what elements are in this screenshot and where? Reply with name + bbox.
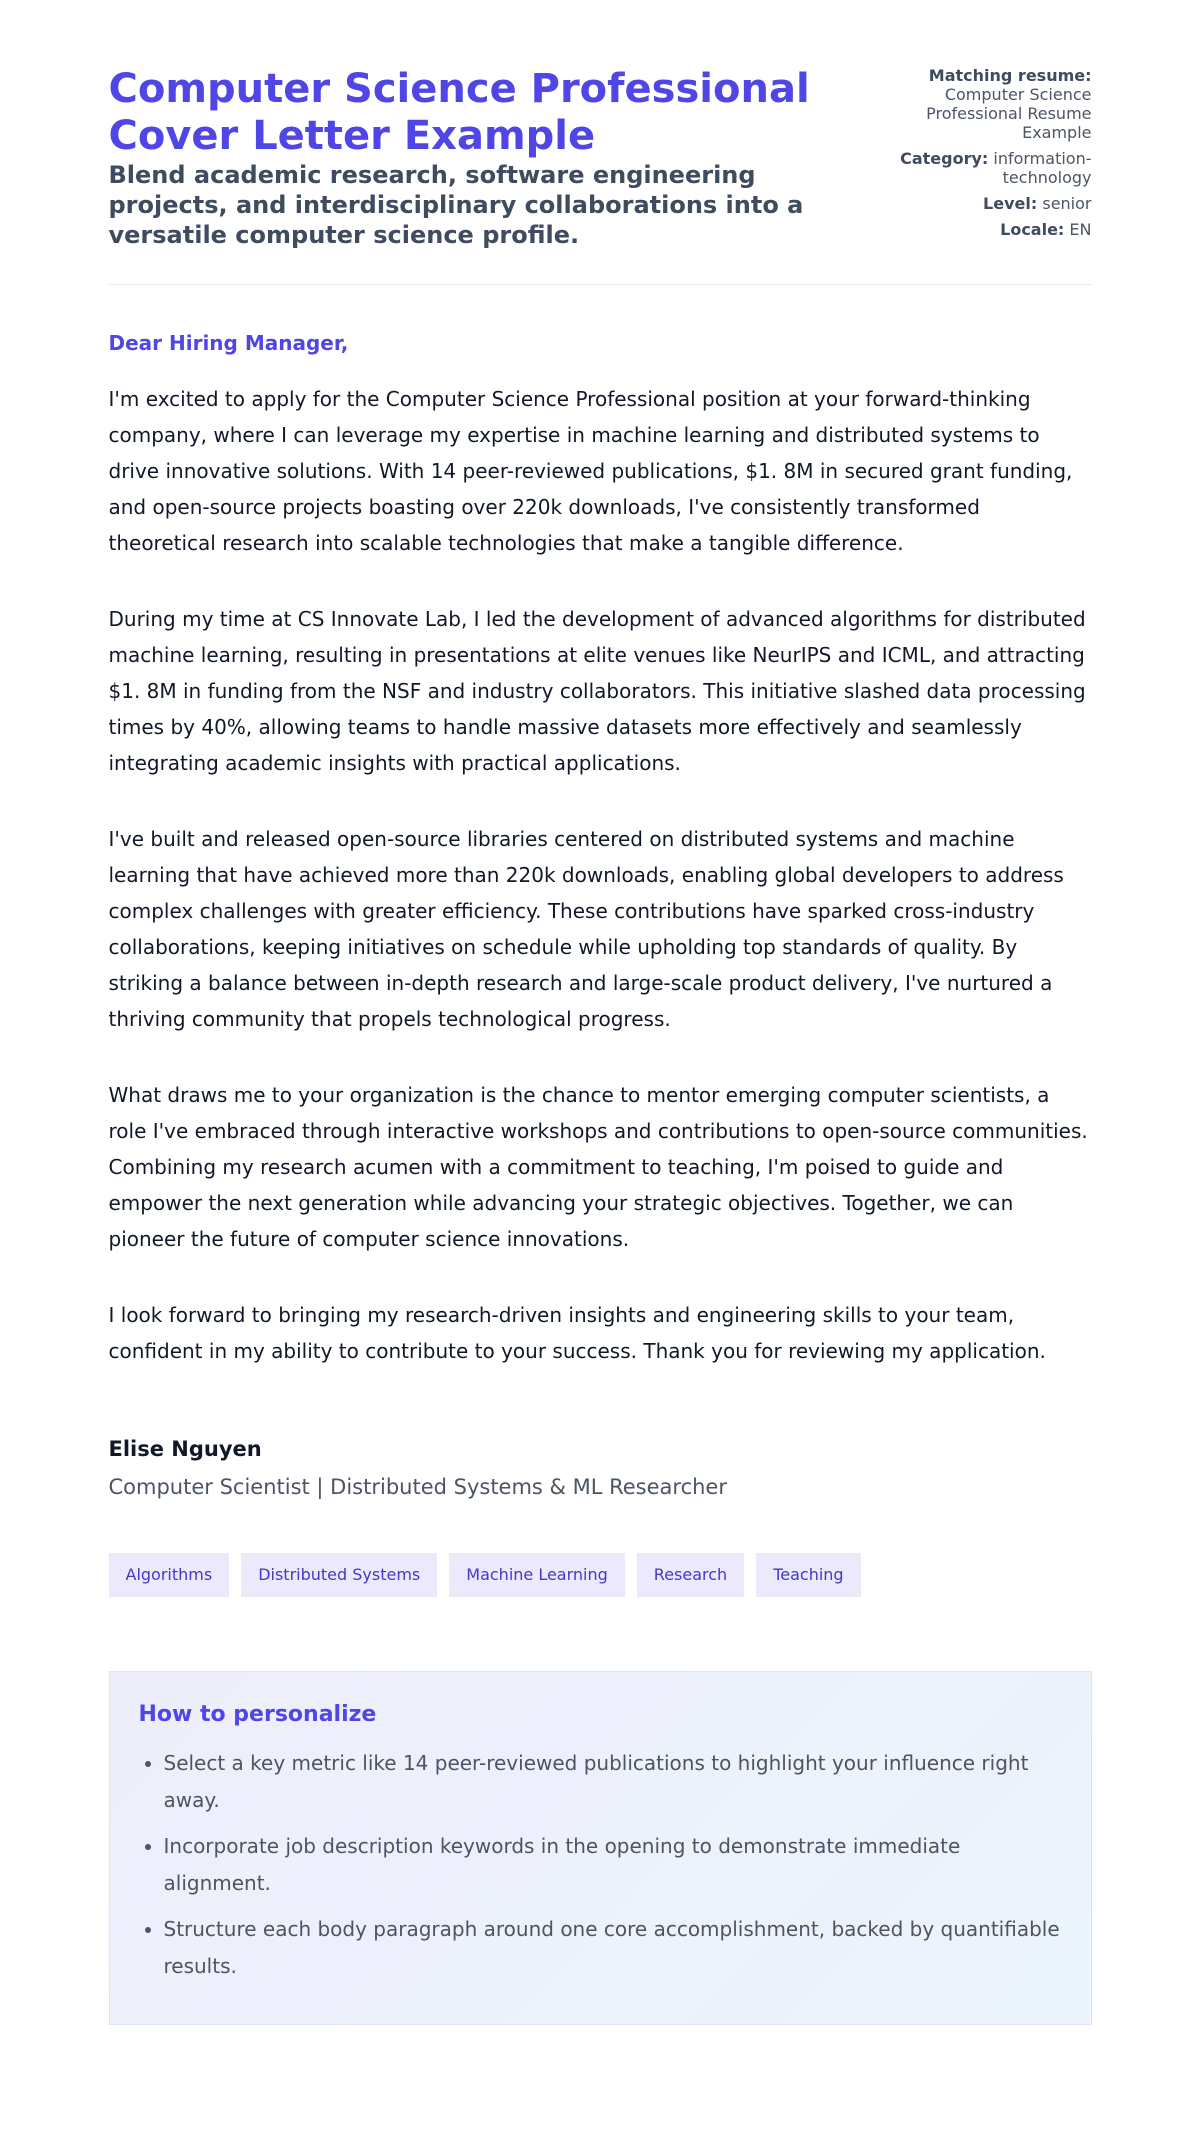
signature-name: Elise Nguyen xyxy=(108,1437,262,1461)
meta-value: information-technology xyxy=(993,149,1092,187)
meta-label: Level: xyxy=(983,194,1038,213)
tip-item: • Incorporate job description keywords in the opening to demonstrate immediate alignment. xyxy=(164,1828,1062,1902)
paragraph-body: During my time at CS Innovate Lab, I led the development of advanced algorithms for distributed machine learning, resulting in presentations at elite venues like NeurIPS and ICML, and attracting $1. 8M in funding from the NSF and industry collaborators. This initiative slashed data processing times by 40%, allowing teams to handle massive datasets more effectively and seamlessly integrating academic insights with practical applications. xyxy=(108,607,1086,775)
meta-panel xyxy=(862,66,1092,246)
greeting: Dear Hiring Manager, xyxy=(108,331,349,355)
tag-algorithms: Algorithms xyxy=(109,1553,230,1597)
signature xyxy=(109,1437,1092,1499)
page-title: Computer Science Professional Cover Letter Example xyxy=(108,66,810,159)
meta-level xyxy=(862,194,1092,213)
tag-machine-learning: Machine Learning xyxy=(449,1553,625,1597)
meta-matching-resume xyxy=(862,66,1092,142)
tag-research: Research xyxy=(637,1553,744,1597)
paragraph-body: I've built and released open-source libraries centered on distributed systems and machine learning that have achieved more than 220k downloads, enabling global developers to address complex challenges with greater efficiency. These contributions have sparked cross-industry collaborations, keeping initiatives on schedule while upholding top standards of quality. By striking a balance between in-depth research and large-scale product delivery, I've nurtured a thriving community that propels technological progress. xyxy=(108,827,1064,1031)
meta-label: Matching resume: xyxy=(928,66,1092,85)
letter-body xyxy=(109,331,1092,1369)
meta-category xyxy=(862,149,1092,187)
tag-teaching: Teaching xyxy=(756,1553,860,1597)
personalization-tips xyxy=(109,1671,1092,2025)
meta-label: Locale: xyxy=(1000,220,1065,239)
page-subtitle: Blend academic research, software engineering projects, and interdisciplinary collaborations into a versatile computer science profile. xyxy=(108,161,804,249)
meta-value: EN xyxy=(1069,220,1092,239)
paragraph-opening: I'm excited to apply for the Computer Science Professional position at your forward-thinking company, where I can leverage my expertise in machine learning and distributed systems to drive innovative solutions. With 14 peer-reviewed publications, $1. 8M in secured grant funding, and open-source projects boasting over 220k downloads, I've consistently transformed theoretical research into scalable technologies that make a tangible difference. xyxy=(108,387,1073,555)
tip-item: • Structure each body paragraph around one core accomplishment, backed by quantifiable results. xyxy=(164,1911,1062,1985)
tag-distributed-systems: Distributed Systems xyxy=(241,1553,437,1597)
tips-list xyxy=(139,1745,1062,1985)
tip-item: • Select a key metric like 14 peer-reviewed publications to highlight your influence right away. xyxy=(164,1745,1062,1819)
paragraph-body: What draws me to your organization is the chance to mentor emerging computer scientists, a role I've embraced through interactive workshops and contributions to open-source communities. Combining my research acumen with a commitment to teaching, I'm poised to guide and empower the next generation while advancing your strategic objectives. Together, we can pioneer the future of computer science innovations. xyxy=(108,1083,1088,1251)
meta-value: senior xyxy=(1042,194,1092,213)
meta-label: Category: xyxy=(900,149,989,168)
tips-title: How to personalize xyxy=(138,1702,377,1727)
signature-title: Computer Scientist | Distributed Systems & ML Researcher xyxy=(108,1475,727,1499)
tag-list xyxy=(109,1553,1092,1597)
paragraph-closing: I look forward to bringing my research-driven insights and engineering skills to your team, confident in my ability to contribute to your success. Thank you for reviewing my application. xyxy=(108,1303,1046,1363)
meta-locale xyxy=(862,220,1092,239)
meta-value: Computer Science Professional Resume Example xyxy=(926,85,1092,142)
page-header xyxy=(109,66,1092,285)
cover-letter-page xyxy=(109,0,1092,2025)
header-titles xyxy=(109,66,829,250)
